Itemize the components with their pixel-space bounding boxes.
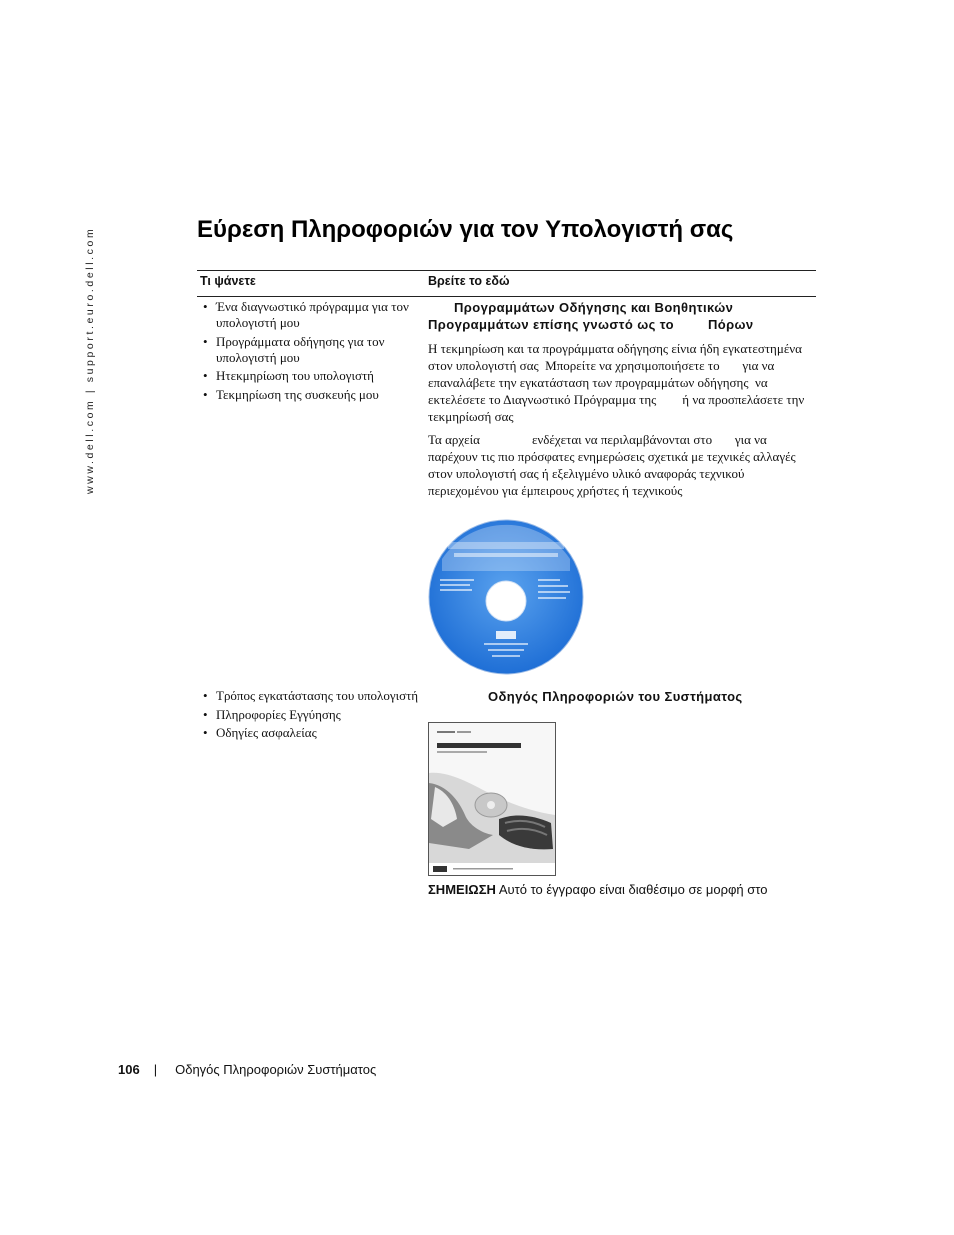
table-top-rule (197, 270, 816, 271)
list-item: • Προγράμματα οδήγησης για τον υπολογιστή μου (200, 334, 422, 366)
guide-cover-art (429, 723, 555, 875)
row1-paragraph2: Τα αρχεία ενδέχεται να περιλαμβάνονται στο για να παρέχουν τις πιο πρόσφατες ενημερώσεις σχετικά με τεχνικές αλλαγές στον υπολογιστή σας ή εξελιγμένο υλικό αναφοράς τεχνικού περιεχομένου για έμπειρους χρήστες ή τεχνικούς (428, 432, 799, 498)
row2-heading-text: Οδηγός Πληροφοριών του Συστήματος (488, 689, 743, 704)
row1-heading (428, 299, 818, 333)
note-label: ΣΗΜΕΙΩΣΗ (428, 882, 496, 897)
side-url: www.dell.com | support.euro.dell.com (84, 226, 96, 494)
column-header-what: Τι ψάνετε (200, 274, 256, 288)
row2-bullet-list (200, 688, 422, 744)
list-item: • Οδηγίες ασφαλείας (200, 725, 422, 741)
list-item: • Πληροφορίες Εγγύησης (200, 707, 422, 723)
list-item: • Ένα διαγνωστικό πρόγραμμα για τον υπολογιστή μου (200, 299, 422, 331)
row1-heading-line2a: Προγραμμάτων επίσης γνωστό ως το (428, 317, 674, 332)
row1-paragraph1: Η τεκμηρίωση και τα προγράμματα οδήγησης είνια ήδη εγκατεστημένα στον υπολογιστή σας Μπορείτε να χρησιμοποιήσετε το για να επαναλάβετε την εγκατάσταση των προγραμμάτων οδήγησης να εκτελέσετε το Διαγνωστικό Πρόγραμμα της ή να προσπελάσετε την τεκμηρίωσή σας (428, 341, 808, 424)
system-information-guide-image (428, 722, 556, 876)
page-number: 106 (118, 1062, 140, 1077)
row1-heading-line1: Προγραμμάτων Οδήγησης και Βοηθητικών (454, 300, 734, 315)
page-title: Εύρεση Πληροφοριών για τον Υπολογιστή σας (197, 216, 734, 243)
table-header-rule (197, 296, 816, 297)
list-item: • Τρόπος εγκατάστασης του υπολογιστή (200, 688, 422, 704)
row1-heading-line2b: Πόρων (707, 317, 754, 332)
note-text: Αυτό το έγγραφο είναι διαθέσιμο σε μορφή στο (495, 882, 768, 897)
footer-guide-title: Οδηγός Πληροφοριών Συστήματος (175, 1062, 377, 1077)
list-item: • Ητεκμηρίωση του υπολογιστή (200, 368, 422, 384)
page-footer (118, 1062, 376, 1077)
row1-bullet-list (200, 299, 422, 405)
footer-separator: | (153, 1062, 158, 1077)
row2-heading (428, 688, 818, 705)
column-header-where: Βρείτε το εδώ (428, 274, 510, 288)
list-item: • Τεκμηρίωση της συσκευής μου (200, 387, 422, 403)
drivers-utilities-cd-image (428, 519, 584, 675)
note (428, 881, 798, 898)
